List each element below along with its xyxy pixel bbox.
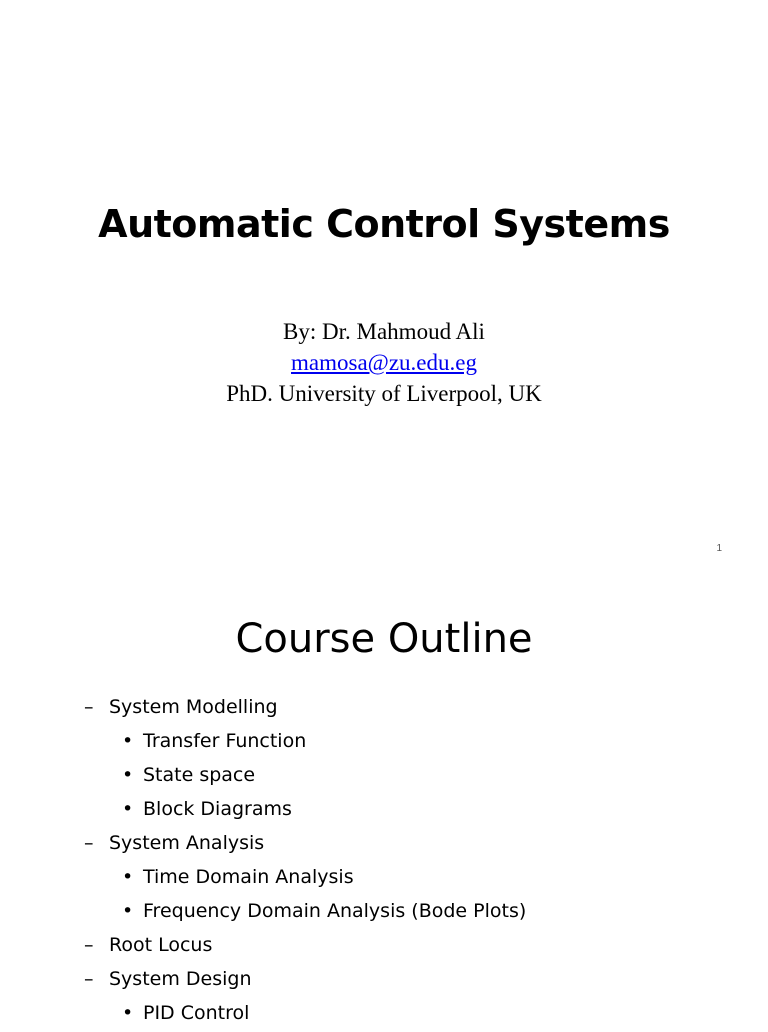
slide-title: Automatic Control Systems [98, 202, 670, 246]
list-marker: – [84, 968, 94, 990]
author-block [0, 316, 768, 409]
list-item-text: Frequency Domain Analysis (Bode Plots) [143, 900, 527, 922]
list-marker: • [122, 900, 134, 922]
list-item-text: System Analysis [109, 832, 265, 854]
list-marker: • [122, 730, 134, 752]
list-marker: – [84, 696, 94, 718]
list-item [0, 930, 768, 964]
list-marker: • [122, 764, 134, 786]
list-item [0, 828, 768, 862]
list-item-text: System Modelling [109, 696, 278, 718]
list-marker: • [122, 1002, 134, 1024]
list-item-text: State space [143, 764, 256, 786]
list-item [0, 998, 768, 1032]
list-item [0, 726, 768, 760]
affiliation: PhD. University of Liverpool, UK [226, 381, 542, 406]
page-number: 1 [716, 543, 722, 554]
list-item-text: PID Control [143, 1002, 250, 1024]
list-item [0, 692, 768, 726]
email-link[interactable]: mamosa@zu.edu.eg [291, 350, 477, 375]
list-marker: • [122, 798, 134, 820]
list-marker: • [122, 866, 134, 888]
list-item [0, 862, 768, 896]
list-item [0, 964, 768, 998]
list-item [0, 794, 768, 828]
list-item-text: Time Domain Analysis [143, 866, 354, 888]
outline-title: Course Outline [235, 616, 533, 662]
list-item [0, 896, 768, 930]
outline-list [0, 692, 768, 1032]
list-marker: – [84, 832, 94, 854]
list-item-text: Transfer Function [143, 730, 307, 752]
outline-slide [0, 576, 768, 1024]
author-name: By: Dr. Mahmoud Ali [283, 319, 485, 344]
list-item-text: Root Locus [109, 934, 213, 956]
list-item [0, 760, 768, 794]
list-item-text: Block Diagrams [143, 798, 292, 820]
list-marker: – [84, 934, 94, 956]
list-item-text: System Design [109, 968, 252, 990]
